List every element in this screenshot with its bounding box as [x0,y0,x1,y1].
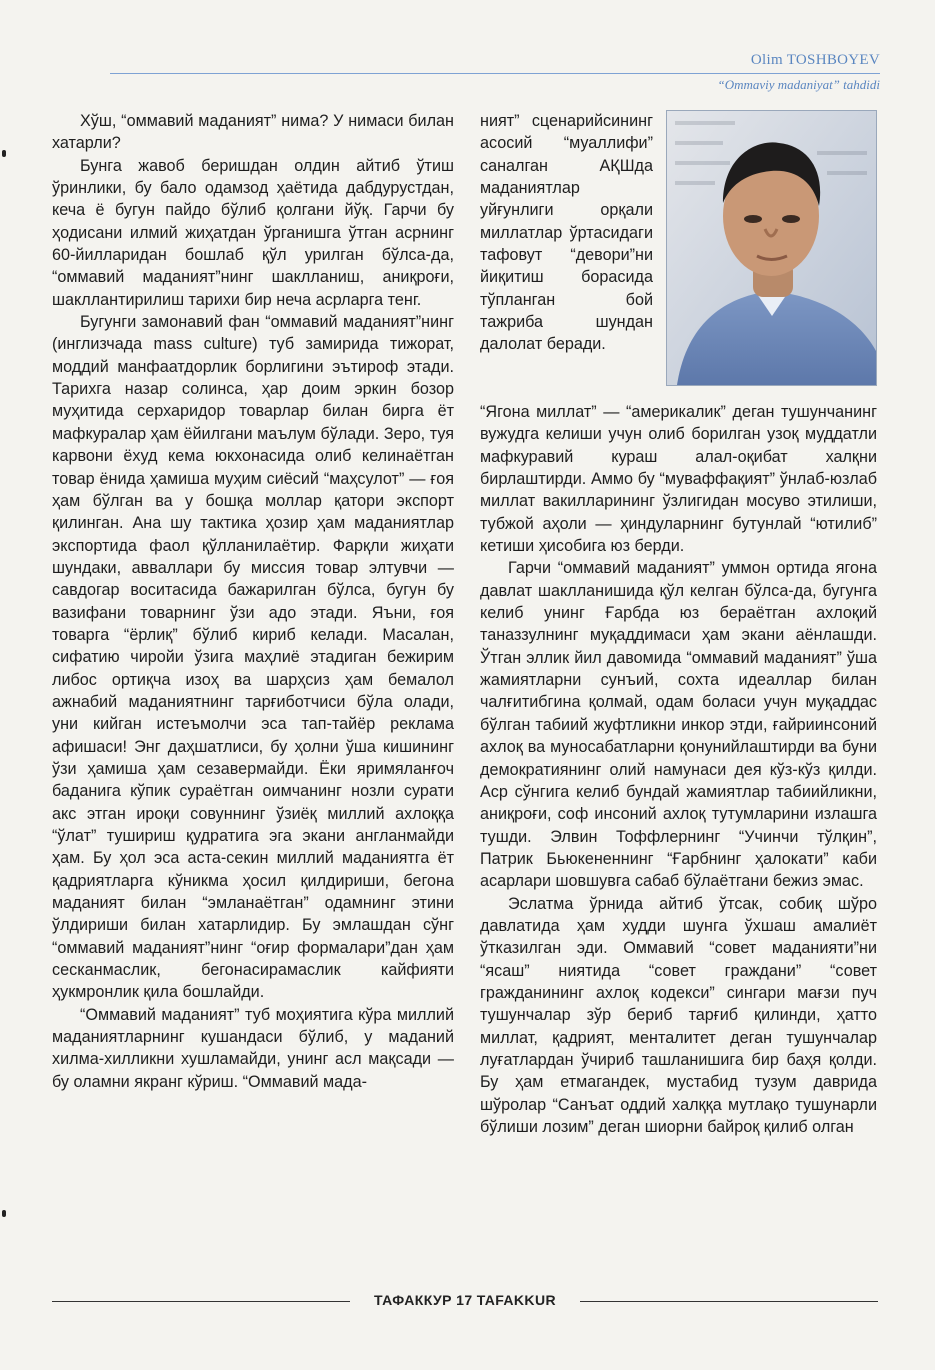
article-column-right-bottom [480,401,877,1138]
paragraph: Бугунги замонавий фан “оммавий маданият”нинг (инглизчада mass culture) туб замирида тижорат, моддий манфаатдорлик борлигини эътироф этади. Тарихга назар солинса, ҳар доим эркин бозор муҳитида серхаридор товарлар билан бирга ёт мафкуралар ҳам ёйилгани маълум бўлади. Зеро, туя карвони ёхуд кема юкхонасида олиб келинаётган товар ёнида ҳамиша муҳим сиёсий “маҳсулот” — ғоя ҳам бўлган ва у бошқа моллар қатори экспорт қилинган. Ана шу тактика ҳозир ҳам маданиятлар экспортида фаол қўлланилаётир. Фарқли жиҳати шундаки, авваллари бу миссия товар элтувчи — савдогар воситасида бажарилган бўлса, бугун бу вазифани товарнинг ўзи адо этади. Яъни, ғоя товарга “ёрлиқ” бўлиб кириб келади. Масалан, сифатию чиройи ўзига маҳлиё этадиган бежирим либос ортиқча изоҳ ва шарҳсиз ҳам бемалол ажнабий маданиятнинг тарғиботчиси бўла олади, уни кийган истеъмолчи эса тап-тайёр реклама афишаси! Энг даҳшатлиси, бу ҳолни ўша кишининг ўзи ҳамиша ҳам сезавермайди. Ёки яримяланғоч баданига кўпик сураётган оимчанинг нозли сурати акс этган ироқи совуннинг ўзиёқ миллий ахлоққа “ўлат” тушириш қудратига эга экани англанмайди ҳам. Бу ҳол эса аста-секин миллий маданиятга ёт қадриятларга кўникма ҳосил қилдириши, бегона маданият билан “эмланаётган” одамнинг этини ўлдириши билан хатарлидир. Бу эмлашдан сўнг “оммавий маданият”нинг “оғир формалари”дан ҳам сесканмаслик, бегонасирамаслик кайфияти ҳукмронлик қила бошлайди. [52,313,454,1002]
article-subtitle: “Ommaviy madaniyat” tahdidi [717,77,880,92]
portrait-image [667,111,876,385]
author-photo [666,110,877,386]
header-rule [110,73,880,74]
page-footer: ТАФАККУР 17 TAFAKKUR [374,1292,556,1308]
paragraph: “Ягона миллат” — “америкалик” деган тушунчанинг вужудга келиши учун олиб борилган узоқ муддатли мафкуравий кураш алал-оқибат халқни бирлаштирди. Аммо бу “муваффақият” ўнлаб-юзлаб миллат вакилларининг ўзлигидан мосуво этилиши, тубжой аҳоли — ҳиндуларнинг бутунлай “ютилиб” кетиши ҳисобига юз берди. [480,403,877,556]
paragraph: “Оммавий маданият” туб моҳиятига кўра миллий маданиятларнинг кушандаси бўлиб, у маданий хилма-хилликни хушламайди, унинг асл мақсади — бу оламни якранг кўриш. “Оммавий мада- [52,1005,454,1091]
footer-rule-left [52,1301,350,1302]
author-name: Olim TOSHBOYEV [750,52,880,68]
article-column-right-top [480,110,653,356]
paragraph: Бунга жавоб беришдан олдин айтиб ўтиш ўринлики, бу бало одамзод ҳаётида дабдурустдан, кеча ё бугун пайдо бўлиб қолгани йўқ. Гарчи бу ҳодисани илмий жиҳатдан ўрганишга ўтган асрнинг 60-йилларидан бошлаб қўл урилган бўлса-да, “оммавий маданият”нинг шаклланиш, аниқроғи, шакллантирилиш тарихи бир неча асрларга тенг. [52,156,454,309]
paragraph: ният” сценарийсининг асосий “муаллифи” саналган АҚШда маданиятлар уйғунлиги орқали миллатлар ўртасидаги тафовут “девори”ни йиқитиш борасида тўпланган бой тажриба шундан далолат беради. [480,112,653,354]
paragraph: Гарчи “оммавий маданият” уммон ортида ягона давлат шаклланишида қўл келган бўлса-да, бугунга келиб унинг Ғарбда юз бераётган ахлоқий таназзулнинг муқаддимаси ҳам экани аёнлашди. Ўтган эллик йил давомида “оммавий маданият” ўша жамиятларни сунъий, сохта идеаллар билан чалғитибгина қолмай, одам боласи учун муқаддас бўлган табиий жуфтликни инкор этди, ғайриинсоний ахлоқ ва муносабатларни қонунийлаштирди ва буни демократиянинг олий намунаси дея кўз-кўз қилди. Аср сўнгига келиб бундай жамиятлар табиийликни, аниқроғи, соф инсоний ахлоқ тутумларини излашга тушди. Элвин Тоффлернинг “Учинчи тўлқин”, Патрик Бьюкененнинг “Ғарбнинг ҳалокати” каби асарлари шовшувга сабаб бўлаётгани бежиз эмас. [480,559,877,891]
binder-mark [2,150,6,157]
binder-mark [2,1210,6,1217]
paragraph: Эслатма ўрнида айтиб ўтсак, собиқ шўро давлатида ҳам худди шунга ўхшаш амалиёт ўтказилган эди. Оммавий “совет маданияти”ни “ясаш” ниятида “совет граждани” “совет гражданининг ахлоқ кодекси” сингари мағзи пуч тушунчалар зўр бериб тарғиб қилинди, ҳатто миллат, қадрият, менталитет деган тушунчалар луғатлардан ўчириб ташланишига бир баҳя қолди. Бу ҳам етмагандек, мустабид тузум даврида шўролар “Санъат оддий халққа мутлақо тушунарли бўлиши лозим” деган шиорни байроқ қилиб олган [480,894,877,1136]
footer-rule-right [580,1301,878,1302]
article-column-left [52,110,454,1093]
paragraph: Хўш, “оммавий маданият” нима? У нимаси билан хатарли? [52,112,454,153]
